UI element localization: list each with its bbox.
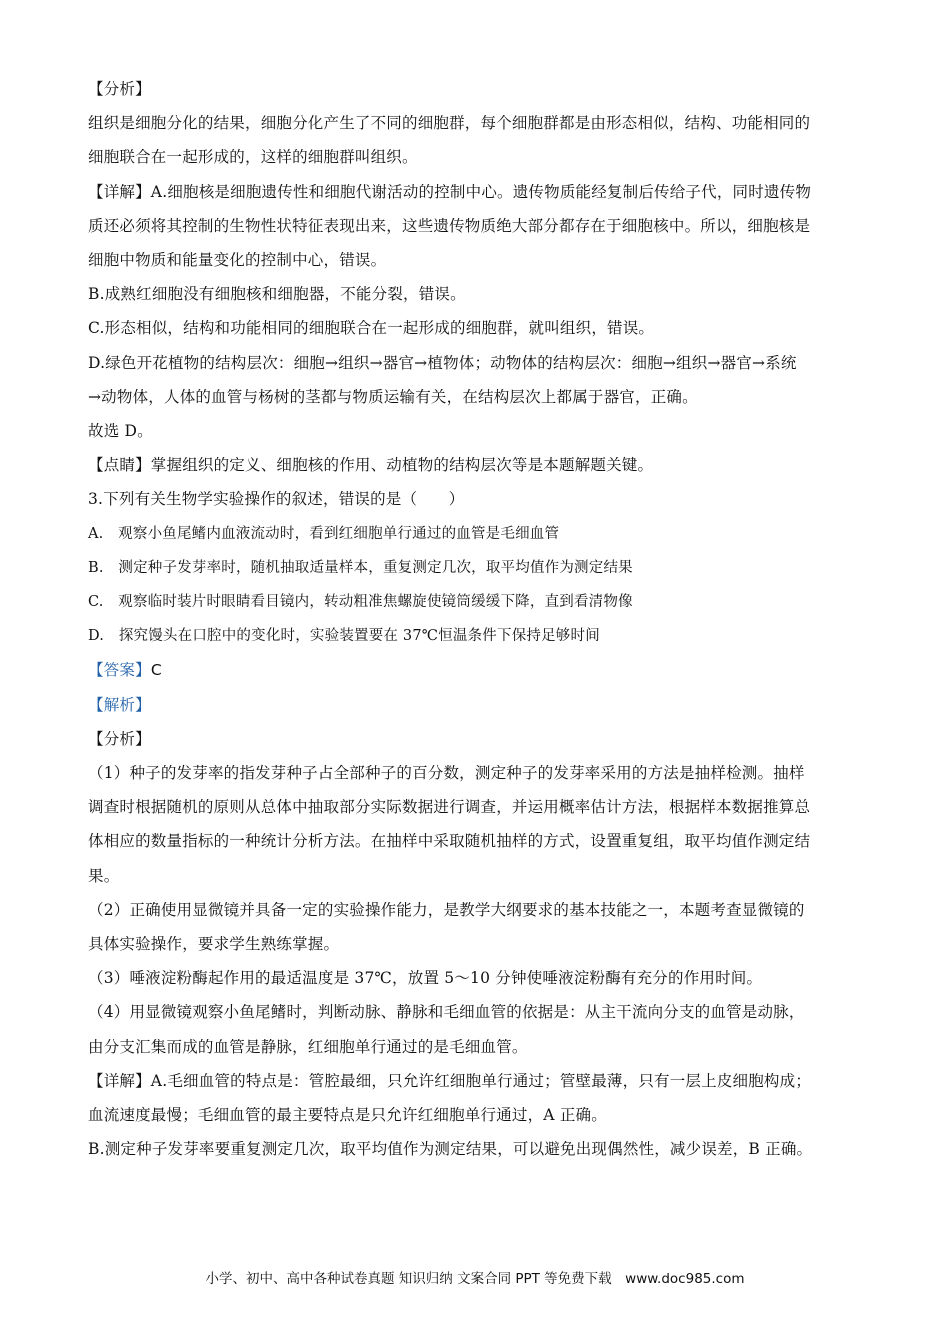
paragraph-line: （3）唾液淀粉酶起作用的最适温度是 37℃，放置 5～10 分钟使唾液淀粉酶有充分的作用时间。 [88, 969, 763, 988]
paragraph-line: 体相应的数量指标的一种统计分析方法。在抽样中采取随机抽样的方式，设置重复组，取平均值作测定结 [88, 832, 811, 851]
paragraph-line: 由分支汇集而成的血管是静脉，红细胞单行通过的是毛细血管。 [88, 1037, 528, 1056]
paragraph-line: 【详解】A.细胞核是细胞遗传性和细胞代谢活动的控制中心。遗传物质能经复制后传给子代，同时遗传物 [88, 182, 812, 201]
question-block [88, 482, 868, 653]
paragraph-line: →动物体，人体的血管与杨树的茎都与物质运输有关，在结构层次上都属于器官，正确。 [88, 387, 698, 406]
section-heading-analysis: 【分析】 [88, 80, 151, 98]
paragraph-line: 质还必须将其控制的生物性状特征表现出来，这些遗传物质绝大部分都存在于细胞核中。所以，细胞核是 [88, 216, 811, 235]
question-stem: 3.下列有关生物学实验操作的叙述，错误的是（ ） [88, 490, 465, 509]
paragraph-line: B.测定种子发芽率要重复测定几次，取平均值作为测定结果，可以避免出现偶然性，减少误差，B 正确。 [88, 1140, 813, 1159]
option-d: D. 探究馒头在口腔中的变化时，实验装置要在 37℃恒温条件下保持足够时间 [88, 628, 600, 645]
paragraph-line: D.绿色开花植物的结构层次：细胞→组织→器官→植物体；动物体的结构层次：细胞→组织→器官→系统 [88, 353, 797, 372]
paragraph-line: 【详解】A.毛细血管的特点是：管腔最细，只允许红细胞单行通过；管壁最薄，只有一层上皮细胞构成； [88, 1071, 812, 1090]
analysis-label: 【解析】 [88, 695, 151, 714]
page-footer: 小学、初中、高中各种试卷真题 知识归纳 文案合同 PPT 等免费下载 www.doc985.com [205, 1271, 745, 1287]
paragraph-line: 细胞联合在一起形成的，这样的细胞群叫组织。 [88, 148, 418, 167]
option-c: C. 观察临时装片时眼睛看目镜内，转动粗准焦螺旋使镜筒缓缓下降，直到看清物像 [88, 594, 633, 611]
paragraph-line: 细胞中物质和能量变化的控制中心，错误。 [88, 251, 387, 270]
paragraph-line: （4）用显微镜观察小鱼尾鳍时，判断动脉、静脉和毛细血管的依据是：从主干流向分支的血管是动脉， [88, 1003, 805, 1022]
paragraph-line: C.形态相似，结构和功能相同的细胞联合在一起形成的细胞群，就叫组织，错误。 [88, 319, 655, 338]
paragraph-line: 组织是细胞分化的结果，细胞分化产生了不同的细胞群，每个细胞群都是由形态相似，结构、功能相同的 [88, 114, 811, 133]
paragraph-line: 具体实验操作，要求学生熟练掌握。 [88, 935, 340, 954]
paragraph-line: （2）正确使用显微镜并具备一定的实验操作能力，是教学大纲要求的基本技能之一，本题考查显微镜的 [88, 900, 805, 919]
paragraph-line: 血流速度最慢；毛细血管的最主要特点是只允许红细胞单行通过，A 正确。 [88, 1106, 607, 1125]
paragraph-line: B.成熟红细胞没有细胞核和细胞器，不能分裂，错误。 [88, 285, 466, 304]
document-body [88, 72, 868, 1167]
paragraph-line: （1）种子的发芽率的指发芽种子占全部种子的百分数，测定种子的发芽率采用的方法是抽样检测。抽样 [88, 764, 805, 783]
section-heading-analysis: 【分析】 [88, 729, 151, 748]
answer-value: C [150, 661, 162, 680]
paragraph-line: 【点睛】掌握组织的定义、细胞核的作用、动植物的结构层次等是本题解题关键。 [88, 456, 654, 475]
option-b: B. 测定种子发芽率时，随机抽取适量样本，重复测定几次，取平均值作为测定结果 [88, 559, 633, 576]
answer-label: 【答案】 [88, 661, 151, 680]
paragraph-line: 调查时根据随机的原则从总体中抽取部分实际数据进行调查，并运用概率估计方法，根据样本数据推算总 [88, 798, 811, 817]
option-a: A. 观察小鱼尾鳍内血液流动时，看到红细胞单行通过的血管是毛细血管 [88, 525, 560, 542]
paragraph-line: 故选 D。 [88, 422, 153, 441]
answer-line [88, 653, 868, 687]
paragraph-line: 果。 [88, 866, 120, 885]
